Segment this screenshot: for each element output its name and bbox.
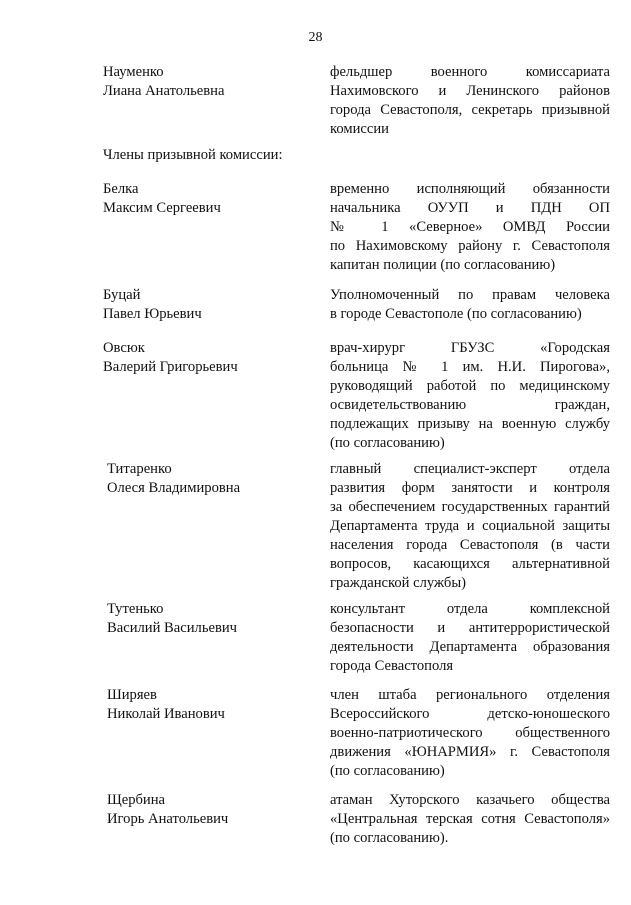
role-line: (по согласованию).	[330, 830, 449, 846]
member-role	[330, 460, 610, 593]
role-line: освидетельствованию граждан,	[330, 397, 610, 413]
role-line: (по согласованию)	[330, 435, 445, 451]
member-surname: Науменко	[103, 64, 164, 80]
role-line: руководящий работой по медицинскому	[330, 378, 610, 394]
page-number: 28	[308, 30, 323, 45]
member-name	[103, 180, 221, 218]
member-surname: Буцай	[103, 287, 141, 303]
member-surname: Ширяев	[107, 687, 157, 703]
member-role	[330, 63, 610, 139]
member-surname: Тутенько	[107, 601, 164, 617]
member-given-name: Василий Васильевич	[107, 620, 238, 636]
role-line: временно исполняющий обязанности	[330, 181, 610, 197]
member-name	[107, 600, 237, 638]
member-role	[330, 339, 610, 453]
role-line: в городе Севастополе (по согласованию)	[330, 306, 582, 322]
member-role	[330, 791, 610, 848]
role-line: член штаба регионального отделения	[330, 687, 610, 703]
member-name	[103, 63, 224, 101]
role-line: Департамента труда и социальной защиты	[330, 518, 610, 534]
role-line: гражданской службы)	[330, 575, 466, 591]
member-role	[330, 180, 610, 275]
member-name	[103, 339, 238, 377]
role-line: Всероссийского детско-юношеского	[330, 706, 610, 722]
role-line: города Севастополя, секретарь призывной	[330, 102, 610, 118]
role-line: военно-патриотического общественного	[330, 725, 610, 741]
role-line: города Севастополя	[330, 658, 454, 674]
role-line: консультант отдела комплексной	[330, 601, 610, 617]
member-surname: Овсюк	[103, 340, 145, 356]
role-line: населения города Севастополя (в части	[330, 537, 610, 553]
member-name	[107, 686, 225, 724]
role-line: подлежащих призыву на военную службу	[330, 416, 610, 432]
role-line: по Нахимовскому району г. Севастополя	[330, 238, 610, 254]
role-line: атаман Хуторского казачьего общества	[330, 792, 610, 808]
member-surname: Белка	[103, 181, 139, 197]
role-line: движения «ЮНАРМИЯ» г. Севастополя	[330, 744, 610, 760]
role-line: № 1 «Северное» ОМВД России	[330, 219, 610, 235]
member-given-name: Олеся Владимировна	[107, 480, 241, 496]
role-line: «Центральная терская сотня Севастополя»	[330, 811, 610, 827]
role-line: врач-хирург ГБУЗС «Городская	[330, 340, 610, 356]
role-line: безопасности и антитеррористической	[330, 620, 610, 636]
member-given-name: Лиана Анатольевна	[103, 83, 225, 99]
member-role	[330, 686, 610, 781]
role-line: капитан полиции (по согласованию)	[330, 257, 556, 273]
member-role	[330, 286, 610, 324]
role-line: главный специалист-эксперт отдела	[330, 461, 610, 477]
role-line: деятельности Департамента образования	[330, 639, 610, 655]
role-line: начальника ОУУП и ПДН ОП	[330, 200, 610, 216]
member-name	[103, 286, 202, 324]
member-given-name: Максим Сергеевич	[103, 200, 221, 216]
member-surname: Титаренко	[107, 461, 172, 477]
role-line: Уполномоченный по правам человека	[330, 287, 610, 303]
member-given-name: Игорь Анатольевич	[107, 811, 229, 827]
member-given-name: Валерий Григорьевич	[103, 359, 238, 375]
role-line: за обеспечением государственных гарантий	[330, 499, 610, 515]
role-line: больница № 1 им. Н.И. Пирогова»,	[330, 359, 610, 375]
role-line: вопросов, касающихся альтернативной	[330, 556, 610, 572]
section-heading: Члены призывной комиссии:	[103, 147, 283, 163]
role-line: комиссии	[330, 121, 389, 137]
role-line: Нахимовского и Ленинского районов	[330, 83, 610, 99]
member-surname: Щербина	[107, 792, 166, 808]
member-given-name: Николай Иванович	[107, 706, 225, 722]
role-line: (по согласованию)	[330, 763, 445, 779]
role-line: развития форм занятости и контроля	[330, 480, 610, 496]
role-line: фельдшер военного комиссариата	[330, 64, 610, 80]
member-name	[107, 791, 228, 829]
member-name	[107, 460, 240, 498]
member-given-name: Павел Юрьевич	[103, 306, 202, 322]
member-role	[330, 600, 610, 676]
